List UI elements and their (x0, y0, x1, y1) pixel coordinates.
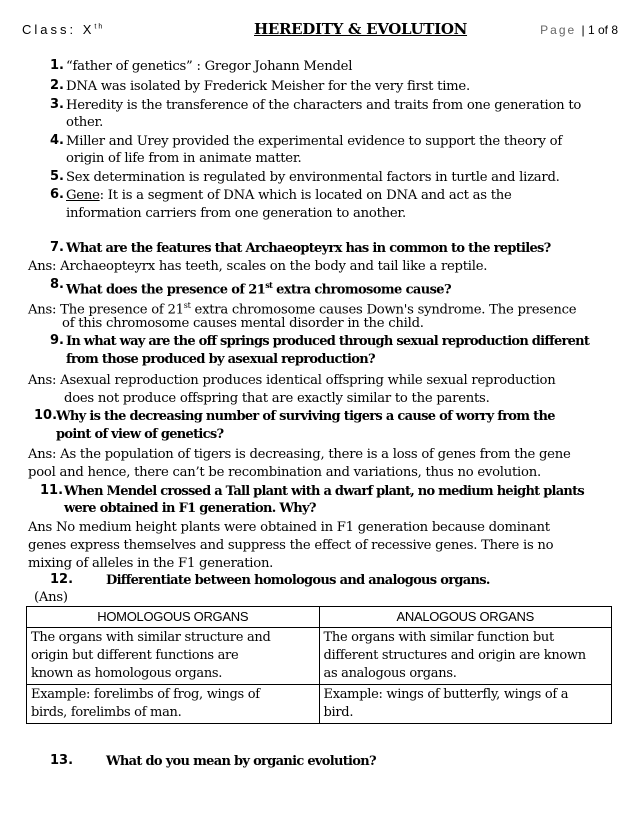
question-text: Why is the decreasing number of surviving tigers a cause of worry from the (56, 409, 555, 424)
question-number: 10. (34, 408, 58, 423)
table-row (27, 628, 612, 685)
table-row (27, 685, 612, 724)
item-number: 1. (50, 58, 64, 73)
answer-part: extra chromosome causes Down's syndrome. The presence (190, 302, 577, 318)
document-title: HEREDITY & EVOLUTION (254, 20, 468, 38)
question-number: 7. (50, 240, 64, 255)
answer-text: Ans No medium height plants were obtained in F1 generation because dominant (28, 520, 550, 535)
answer-text: pool and hence, there can’t be recombination and variations, thus no evolution. (28, 465, 541, 480)
item-number: 2. (50, 78, 64, 93)
question-number: 12. (50, 572, 74, 587)
item-4-line: Miller and Urey provided the experimental evidence to support the theory of (66, 134, 562, 149)
item-number: 4. (50, 133, 64, 148)
question-text: from those produced by asexual reproduction? (66, 352, 375, 367)
question-text (66, 277, 451, 298)
question-number: 11. (40, 483, 64, 498)
item-3-line: Heredity is the transference of the characters and traits from one generation to (66, 98, 582, 113)
item-number: 5. (50, 169, 64, 184)
cell-line: birds, forelimbs of man. (31, 705, 182, 720)
gene-term: Gene (66, 188, 100, 203)
page-indicator (540, 23, 618, 37)
table-cell (319, 628, 612, 685)
question-text: were obtained in F1 generation. Why? (64, 501, 316, 516)
cell-line: as analogous organs. (323, 666, 457, 681)
question-text: In what way are the off springs produced through sexual reproduction different (66, 334, 590, 349)
answer-text: does not produce offspring that are exactly similar to the parents. (64, 391, 490, 406)
answer-text: Ans: Asexual reproduction produces identical offspring while sexual reproduction (28, 373, 556, 388)
cell-line: Example: wings of butterfly, wings of a (323, 687, 569, 702)
comparison-table (26, 606, 612, 724)
answer-label: (Ans) (34, 590, 68, 605)
item-2-line: DNA was isolated by Frederick Meisher for the very first time. (66, 79, 470, 94)
item-5-line: Sex determination is regulated by environmental factors in turtle and lizard. (66, 170, 560, 185)
page-header (22, 20, 618, 42)
question-text: When Mendel crossed a Tall plant with a dwarf plant, no medium height plants (64, 484, 584, 499)
answer-text: Ans: As the population of tigers is decreasing, there is a loss of genes from the gene (28, 447, 571, 462)
class-superscript: th (94, 23, 105, 31)
answer-part: Ans: The presence of 21 (28, 302, 184, 318)
table-cell (27, 685, 320, 724)
cell-line: The organs with similar function but (323, 630, 554, 645)
column-header: HOMOLOGOUS ORGANS (27, 607, 320, 628)
table-cell (27, 628, 320, 685)
item-6-line: information carriers from one generation to another. (66, 206, 406, 221)
superscript: st (183, 301, 191, 310)
table-header-row (27, 607, 612, 628)
item-number: 3. (50, 97, 64, 112)
page-number: | 1 of 8 (581, 23, 618, 37)
item-6-text: : It is a segment of DNA which is located on DNA and act as the (99, 188, 512, 203)
answer-text: Ans: Archaeopteyrx has teeth, scales on the body and tail like a reptile. (28, 259, 488, 274)
superscript: st (265, 280, 273, 290)
question-part: What does the presence of 21 (66, 282, 266, 298)
page-label: Page (540, 23, 577, 37)
question-text: Differentiate between homologous and analogous organs. (106, 573, 490, 588)
question-text: point of view of genetics? (56, 427, 224, 442)
class-label (22, 22, 104, 37)
item-1-line: “father of genetics” : Gregor Johann Mendel (66, 59, 353, 74)
item-number: 6. (50, 187, 64, 202)
question-number: 13. (50, 753, 74, 768)
cell-line: bird. (323, 705, 354, 720)
answer-text: of this chromosome causes mental disorder in the child. (62, 316, 424, 331)
answer-text: mixing of alleles in the F1 generation. (28, 556, 274, 571)
cell-line: The organs with similar structure and (31, 630, 271, 645)
column-header: ANALOGOUS ORGANS (319, 607, 612, 628)
question-number: 9. (50, 333, 64, 348)
table-cell (319, 685, 612, 724)
question-text: What are the features that Archaeopteyrx has in common to the reptiles? (66, 241, 551, 256)
class-text: Class: X (22, 22, 95, 37)
item-3-line: other. (66, 115, 104, 130)
cell-line: different structures and origin are known (323, 648, 586, 663)
cell-line: Example: forelimbs of frog, wings of (31, 687, 260, 702)
cell-line: origin but different functions are (31, 648, 239, 663)
cell-line: known as homologous organs. (31, 666, 223, 681)
question-part: extra chromosome cause? (272, 282, 451, 298)
question-text: What do you mean by organic evolution? (106, 754, 376, 769)
question-number: 8. (50, 277, 64, 292)
item-6-line (66, 187, 512, 204)
item-4-line: origin of life from in animate matter. (66, 151, 302, 166)
answer-text: genes express themselves and suppress the effect of recessive genes. There is no (28, 538, 554, 553)
